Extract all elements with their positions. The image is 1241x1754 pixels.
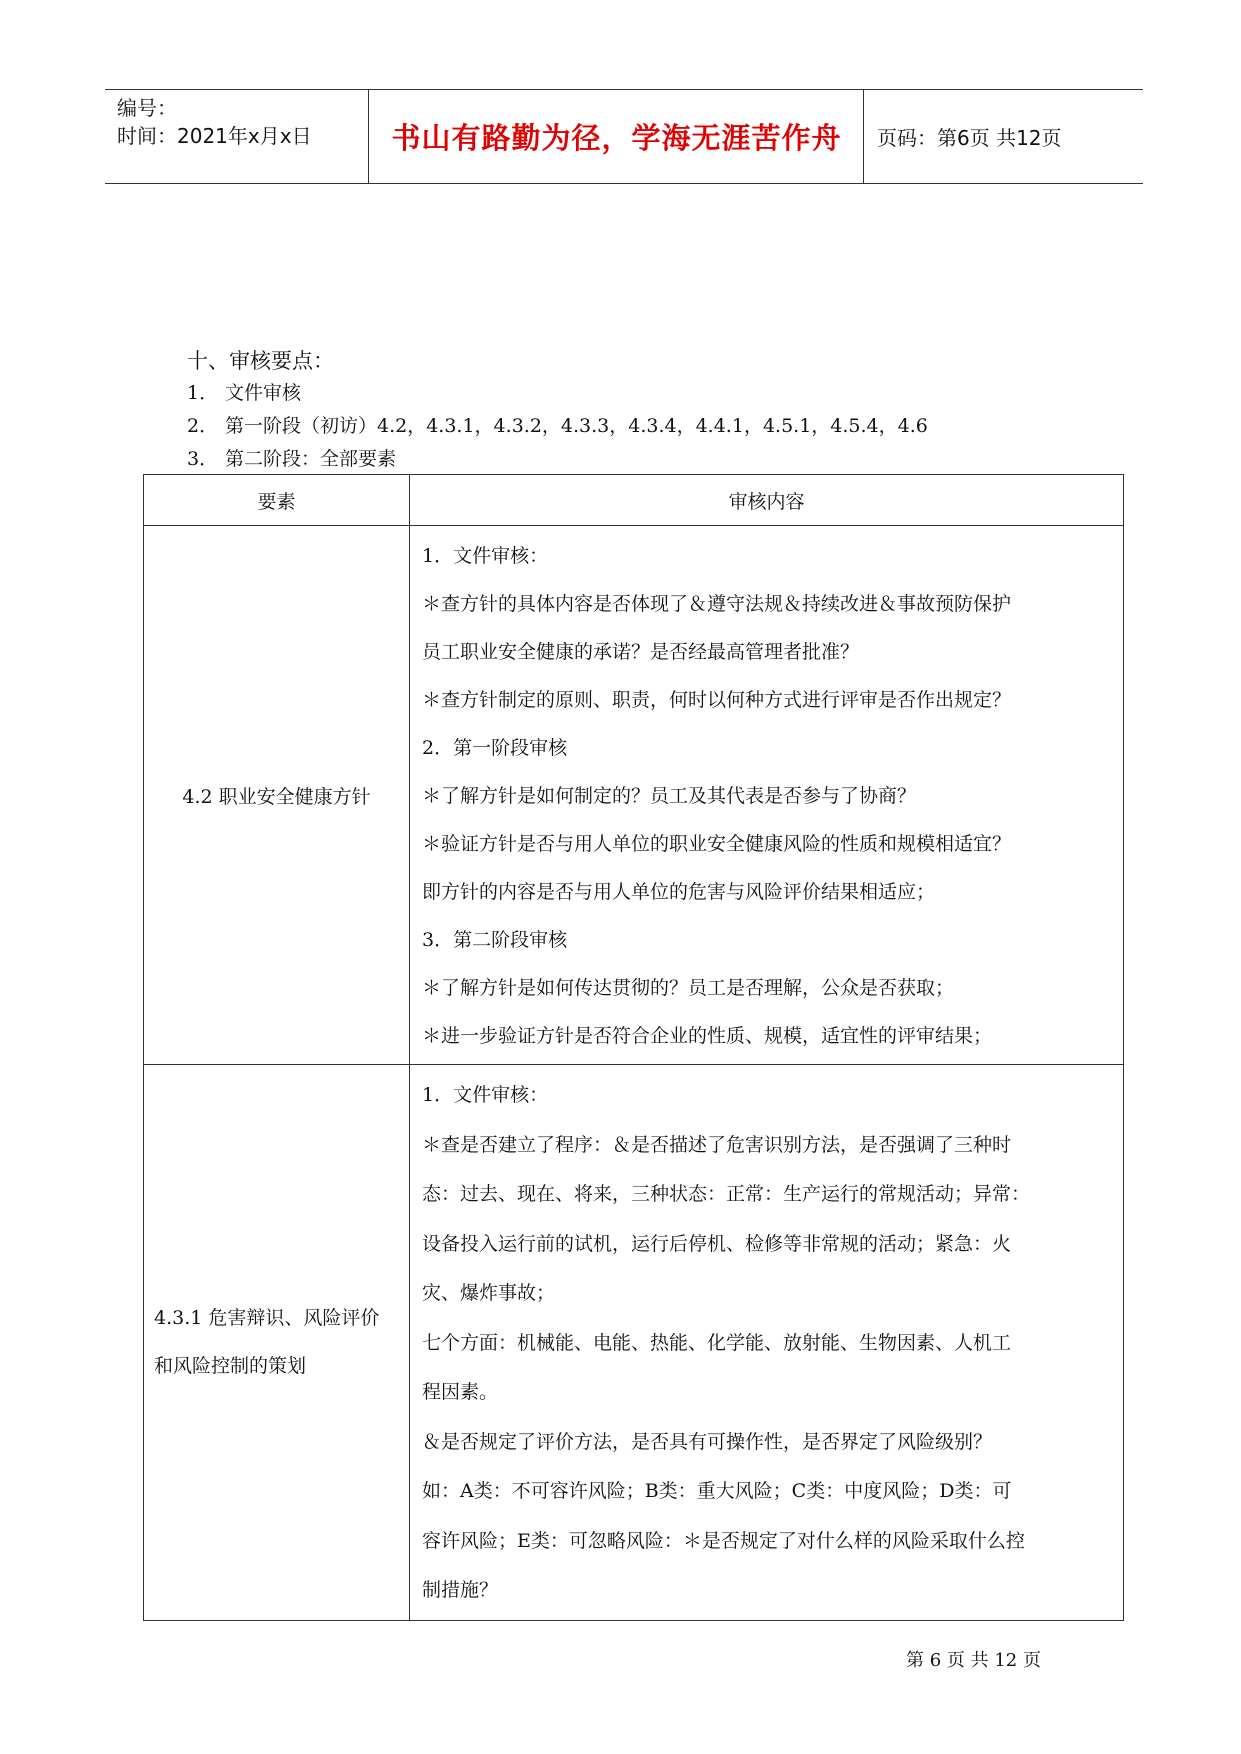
list-item (187, 444, 396, 471)
content-line: 灾、爆炸事故； (422, 1282, 556, 1304)
content-line: 态：过去、现在、将来，三种状态：正常：生产运行的常规活动；异常： (422, 1183, 1031, 1205)
content-line: 制措施？ (422, 1579, 499, 1601)
header-page-number: 页码：第6页 共12页 (877, 126, 1062, 150)
content-line: 程因素。 (422, 1381, 499, 1403)
content-cell (410, 526, 1124, 1065)
content-line: 3．第二阶段审核 (422, 929, 568, 951)
page-header (105, 89, 1143, 184)
content-cell (410, 1065, 1124, 1621)
page-footer: 第 6 页 共 12 页 (906, 1650, 1041, 1671)
list-item-text: 第一阶段（初访）4.2，4.3.1，4.3.2，4.3.3，4.3.4，4.4.1，4.5.1，4.5.4，4.6 (225, 415, 928, 437)
list-item-number: 1． (187, 382, 219, 404)
content-line: ＊查是否建立了程序：＆是否描述了危害识别方法，是否强调了三种时 (422, 1133, 1012, 1156)
header-element: 要素 (144, 475, 410, 526)
element-cell (144, 1065, 410, 1621)
content-line: ＊进一步验证方针是否符合企业的性质、规模，适宜性的评审结果； (422, 1025, 993, 1047)
content-line: 设备投入运行前的试机，运行后停机、检修等非常规的活动；紧急：火 (422, 1232, 1012, 1255)
list-item (187, 411, 928, 438)
document-time-label: 时间：2021年x月x日 (117, 124, 312, 148)
content-line: 七个方面：机械能、电能、热能、化学能、放射能、生物因素、人机工 (422, 1331, 1012, 1354)
list-item-text: 文件审核 (225, 382, 302, 404)
header-audit-content: 审核内容 (410, 475, 1124, 526)
content-line: ＆是否规定了评价方法，是否具有可操作性，是否界定了风险级别？ (422, 1430, 993, 1453)
element-line: 和风险控制的策划 (154, 1355, 307, 1378)
list-item-number: 2． (187, 415, 219, 437)
content-line: 2．第一阶段审核 (422, 737, 568, 759)
header-slogan: 书山有路勤为径，学海无涯苦作舟 (370, 90, 864, 183)
content-line: 1．文件审核： (422, 1084, 549, 1106)
content-line: ＊查方针制定的原则、职责，何时以何种方式进行评审是否作出规定？ (422, 689, 1012, 711)
table-row (144, 526, 1124, 1065)
content-line: 1．文件审核： (422, 545, 549, 567)
list-item (187, 378, 301, 405)
content-line: 员工职业安全健康的承诺？是否经最高管理者批准？ (422, 641, 860, 663)
content-line: 如：A类：不可容许风险；B类：重大风险；C类：中度风险；D类：可 (422, 1480, 1012, 1502)
content-line: 即方针的内容是否与用人单位的危害与风险评价结果相适应； (422, 881, 936, 903)
content-line: ＊了解方针是如何制定的？员工及其代表是否参与了协商？ (422, 785, 917, 807)
content-line: ＊了解方针是如何传达贯彻的？员工是否理解，公众是否获取； (422, 977, 955, 999)
element-line: 4.3.1 危害辩识、风险评价 (154, 1307, 380, 1330)
content-line: ＊验证方针是否与用人单位的职业安全健康风险的性质和规模相适宜？ (422, 833, 1012, 855)
content-line: ＊查方针的具体内容是否体现了＆遵守法规＆持续改进＆事故预防保护 (422, 593, 1012, 615)
header-info-cell (105, 90, 369, 183)
document-number-label: 编号： (117, 96, 177, 120)
audit-table (143, 474, 1124, 1621)
content-line: 容许风险；E类：可忽略风险：＊是否规定了对什么样的风险采取什么控 (422, 1529, 1025, 1552)
list-item-number: 3． (187, 448, 219, 470)
table-row (144, 1065, 1124, 1621)
section-title: 十、审核要点： (187, 349, 334, 373)
table-header-row (144, 475, 1124, 526)
list-item-text: 第二阶段：全部要素 (225, 448, 397, 470)
element-cell: 4.2 职业安全健康方针 (144, 526, 410, 1065)
